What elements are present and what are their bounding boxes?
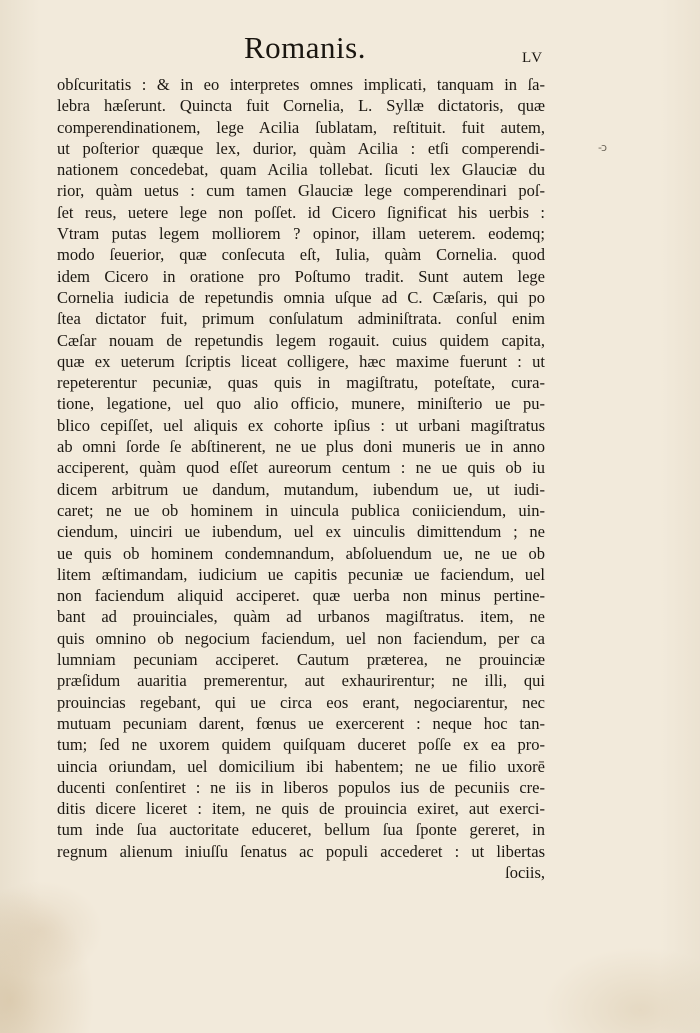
catchword: ſociis, xyxy=(505,862,545,882)
text-line: nationem concedebat, quam Acilia tollebat. ſicuti lex Glauciæ du xyxy=(57,160,545,180)
text-line: litem æſtimandam, iudicium ue capitis pecuniæ ue faciendum, uel xyxy=(57,564,545,584)
marginal-mark: -ↄ xyxy=(598,141,607,154)
page-header xyxy=(0,30,700,74)
text-line: blico cepiſſet, uel aliquis ex cohorte ipſius : ut urbani magiſtratus xyxy=(57,415,545,435)
running-title: Romanis. xyxy=(244,30,366,65)
text-line: tione, legatione, uel quo alio officio, munere, miniſterio ue pu- xyxy=(57,394,545,414)
text-line: tum; ſed ne uxorem quidem quiſquam duceret poſſe ex ea pro- xyxy=(57,735,545,755)
text-line: obſcuritatis : & in eo interpretes omnes implicati, tanquam in ſa- xyxy=(57,75,545,94)
text-line: repeterentur pecuniæ, quas quis in magiſtratu, poteſtate, cura- xyxy=(57,373,545,393)
text-line: caret; ne ue ob hominem in uincula publica coniiciendum, uin- xyxy=(57,500,545,520)
text-line: modo ſeuerior, quæ conſecuta eſt, Iulia, quàm Cornelia. quod xyxy=(57,245,545,265)
text-line: lumniam pecuniam acciperet. Cautum præterea, ne prouinciæ xyxy=(57,650,545,670)
text-line: Vtram putas legem molliorem ? opinor, illam ueterem. eodemq; xyxy=(57,224,545,244)
text-line: ue quis ob hominem condemnandum, abſoluendum ue, ne ue ob xyxy=(57,543,545,563)
text-line: dicem arbitrum ue dandum, mutandum, iubendum ue, ut iudi- xyxy=(57,479,545,499)
text-line: mutuam pecuniam darent, fœnus ue exercerent : neque hoc tan- xyxy=(57,713,545,733)
text-line: rior, quàm uetus : cum tamen Glauciæ lege comperendinari poſ- xyxy=(57,181,545,201)
body-text xyxy=(57,74,545,883)
text-line: bant ad prouinciales, quàm ad urbanos magiſtratus. item, ne xyxy=(57,607,545,627)
text-line: tum inde ſua auctoritate educeret, bellum ſua ſponte gereret, in xyxy=(57,820,545,840)
text-line: idem Cicero in oratione pro Poſtumo tradit. Sunt autem lege xyxy=(57,266,545,286)
text-line: Cornelia iudicia de repetundis omnia uſque ad C. Cæſaris, qui po xyxy=(57,287,545,307)
text-line: præſidum auaritia premerentur, aut exhaurirentur; ne illi, qui xyxy=(57,671,545,691)
text-line: quæ ex ueterum ſcriptis liceat colligere, hæc maxime fuerunt : ut xyxy=(57,351,545,371)
folio-number: LV xyxy=(522,50,544,66)
text-line: ut poſterior quæque lex, durior, quàm Acilia : etſi comperendi- xyxy=(57,138,545,158)
text-line: ciendum, uinciri ue iubendum, uel ex uinculis dimittendum ; ne xyxy=(57,522,545,542)
text-line: ditis dicere liceret : item, ne quis de prouincia exiret, aut exerci- xyxy=(57,799,545,819)
text-line: regnum alienum iniuſſu ſenatus ac populi accederet : ut libertas xyxy=(57,841,545,861)
text-line: uincia oriundam, uel domicilium ibi habentem; ne ue filio uxorē xyxy=(57,756,545,776)
text-line: comperendinationem, lege Acilia ſublatam, reſtituit. fuit autem, xyxy=(57,117,545,137)
text-line: lebra hæſerunt. Quincta fuit Cornelia, L. Syllæ dictatoris, quæ xyxy=(57,96,545,116)
text-line: acciperent, quàm quod eſſet aureorum centum : ne ue quis ob iu xyxy=(57,458,545,478)
text-line: ab omni ſorde ſe abſtinerent, ne ue plus doni muneris ue in anno xyxy=(57,437,545,457)
text-line: ducenti conſentiret : ne iis in liberos populos ius de pecuniis cre- xyxy=(57,777,545,797)
text-line: ſet reus, uetere lege non poſſet. id Cicero ſignificat his uerbis : xyxy=(57,202,545,222)
text-line: quis omnino ob negocium faciendum, uel non faciendum, per ca xyxy=(57,628,545,648)
text-line: non faciendum aliquid acciperet. quæ uerba non minus pertine- xyxy=(57,586,545,606)
text-line: ſtea dictator fuit, primum conſulatum adminiſtrata. conſul enim xyxy=(57,309,545,329)
text-line: prouincias regebant, qui ue circa eos erant, negociarentur, nec xyxy=(57,692,545,712)
text-line: Cæſar nouam de repetundis legem rogauit. cuius quidem capita, xyxy=(57,330,545,350)
